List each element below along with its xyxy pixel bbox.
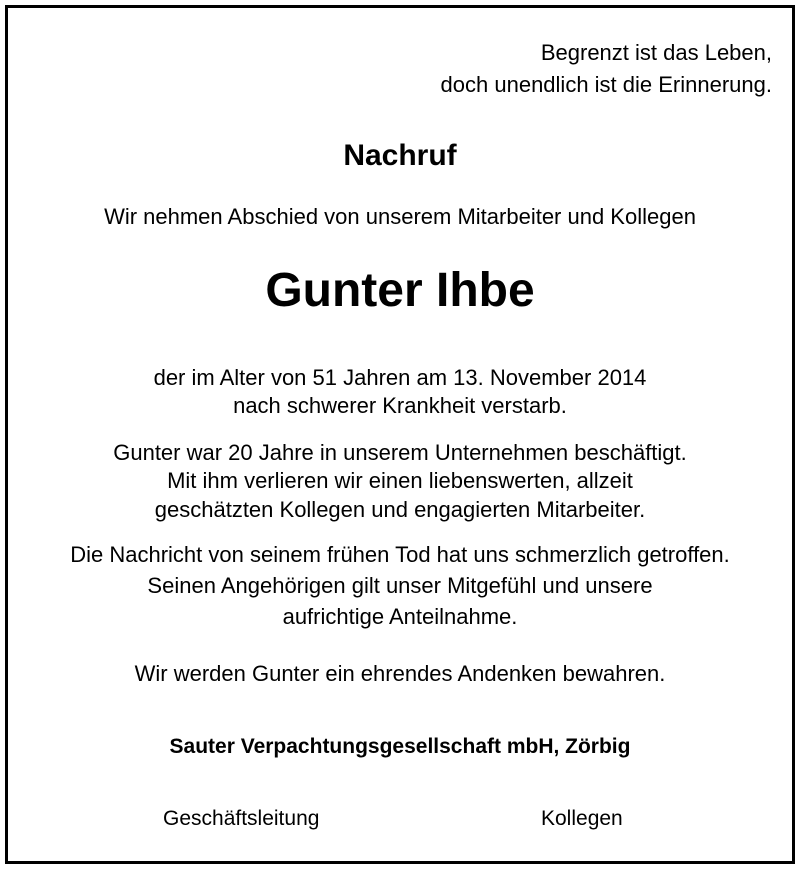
- paragraph2-line-2: Seinen Angehörigen gilt unser Mitgefühl und unsere: [147, 573, 653, 598]
- paragraph2-line-3: aufrichtige Anteilnahme.: [282, 604, 518, 629]
- intro-text: Wir nehmen Abschied von unserem Mitarbeiter und Kollegen: [104, 204, 696, 229]
- deceased-name: Gunter Ihbe: [265, 264, 535, 317]
- paragraph2-line-1: Die Nachricht von seinem frühen Tod hat uns schmerzlich getroffen.: [70, 542, 730, 567]
- death-info-line-2: nach schwerer Krankheit verstarb.: [233, 393, 567, 418]
- signature-management: Geschäftsleitung: [163, 807, 320, 830]
- quote-line-1: Begrenzt ist das Leben,: [540, 40, 772, 65]
- paragraph1-line-2: Mit ihm verlieren wir einen liebenswerten, allzeit: [167, 468, 633, 493]
- quote-line-2: doch unendlich ist die Erinnerung.: [440, 72, 772, 97]
- signature-colleagues: Kollegen: [541, 807, 623, 830]
- death-info-line-1: der im Alter von 51 Jahren am 13. November 2014: [153, 365, 647, 390]
- paragraph1-line-3: geschätzten Kollegen und engagierten Mitarbeiter.: [154, 497, 646, 522]
- company-name: Sauter Verpachtungsgesellschaft mbH, Zörbig: [169, 735, 631, 758]
- paragraph1-line-1: Gunter war 20 Jahre in unserem Unternehmen beschäftigt.: [113, 440, 687, 465]
- remembrance-text: Wir werden Gunter ein ehrendes Andenken bewahren.: [134, 661, 666, 686]
- obituary-heading: Nachruf: [343, 139, 457, 172]
